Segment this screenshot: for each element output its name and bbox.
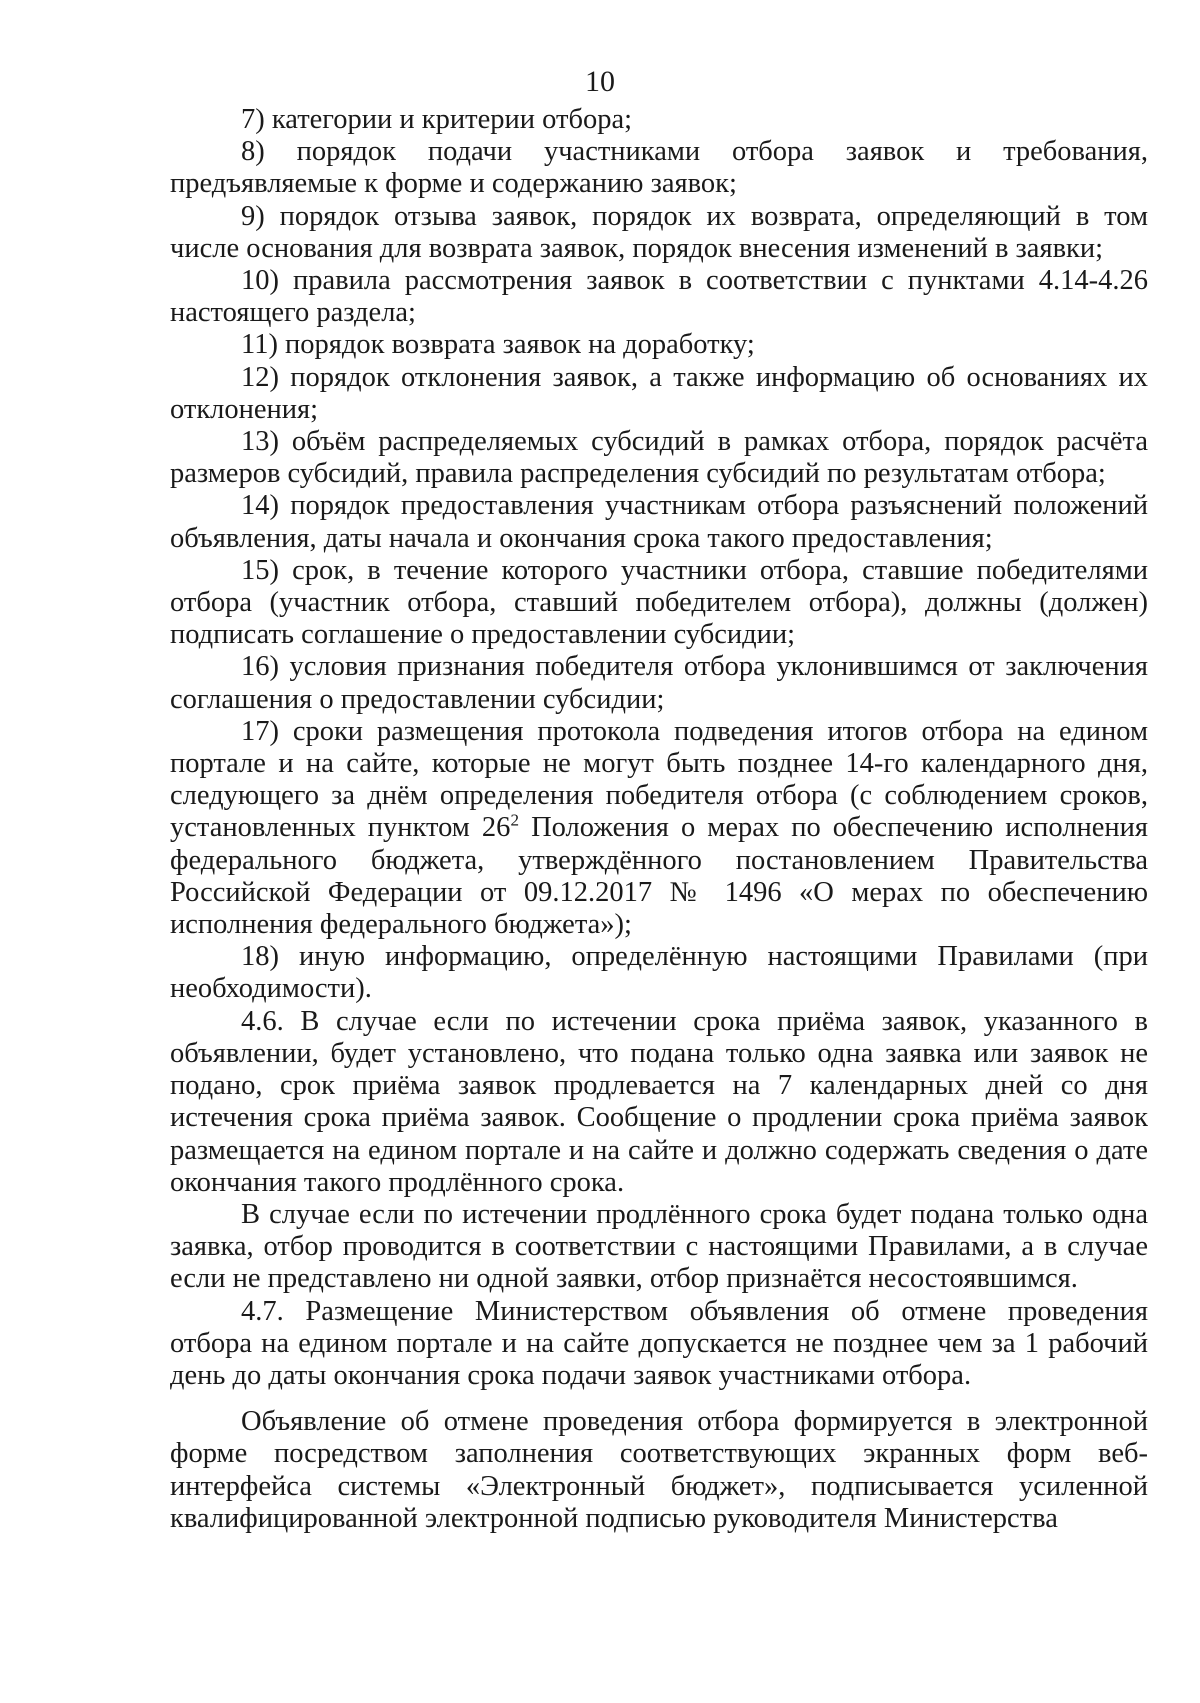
list-item-17 [170, 716, 1148, 941]
list-item-17-text-after: Положения о мерах по обеспечению исполнения федерального бюджета, утверждённого постановлением Правительства Российской Федерации от 09.12.2017 № 1496 «О мерах по обеспечению исполнения федерального бюджета»); [170, 812, 1148, 941]
list-item-9: 9) порядок отзыва заявок, порядок их возврата, определяющий в том числе основания для возврата заявок, порядок внесения изменений в заявки; [170, 200, 1148, 264]
footnote-superscript: 2 [510, 810, 519, 830]
list-item-13: 13) объём распределяемых субсидий в рамках отбора, порядок расчёта размеров субсидий, правила распределения субсидий по результатам отбора; [170, 426, 1148, 490]
list-item-7: 7) категории и критерии отбора; [241, 104, 633, 135]
clause-4-6-extended-term: В случае если по истечении продлённого срока будет подана только одна заявка, отбор проводится в соответствии с настоящими Правилами, а в случае если не представлено ни одной заявки, отбор признаётся несостоявшимся. [170, 1198, 1148, 1295]
list-item-8: 8) порядок подачи участниками отбора заявок и требования, предъявляемые к форме и содержанию заявок; [170, 136, 1148, 200]
list-item-17-text-before: 17) сроки размещения протокола подведения итогов отбора на едином портале и на сайте, которые не могут быть позднее 14-го календарного дня, следующего за днём определения победителя отбора (с соблюдением сроков, установленных пунктом 26 [170, 715, 1148, 844]
list-item-15: 15) срок, в течение которого участники отбора, ставшие победителями отбора (участник отбора, ставший победителем отбора), должны (должен) подписать соглашение о предоставлении субсидии; [170, 554, 1148, 651]
clause-4-6: 4.6. В случае если по истечении срока приёма заявок, указанного в объявлении, будет установлено, что подана только одна заявка или заявок не подано, срок приёма заявок продлевается на 7 календарных дней со дня истечения срока приёма заявок. Сообщение о продлении срока приёма заявок размещается на едином портале и на сайте и должно содержать сведения о дате окончания такого продлённого срока. [170, 1005, 1148, 1198]
document-body [170, 104, 1148, 1535]
list-item-14: 14) порядок предоставления участникам отбора разъяснений положений объявления, даты начала и окончания срока такого предоставления; [170, 490, 1148, 554]
list-item-18: 18) иную информацию, определённую настоящими Правилами (при необходимости). [170, 941, 1148, 1005]
list-item-11: 11) порядок возврата заявок на доработку; [241, 329, 755, 361]
list-item-10: 10) правила рассмотрения заявок в соответствии с пунктами 4.14-4.26 настоящего раздела; [170, 265, 1148, 329]
clause-4-7: 4.7. Размещение Министерством объявления об отмене проведения отбора на едином портале и на сайте допускается не позднее чем за 1 рабочий день до даты окончания срока подачи заявок участниками отбора. [170, 1295, 1148, 1391]
list-item-16: 16) условия признания победителя отбора уклонившимся от заключения соглашения о предоставлении субсидии; [170, 651, 1148, 715]
list-item-12: 12) порядок отклонения заявок, а также информацию об основаниях их отклонения; [170, 361, 1148, 425]
clause-4-7-cancellation-notice: Объявление об отмене проведения отбора формируется в электронной форме посредством заполнения соответствующих экранных форм веб-интерфейса системы «Электронный бюджет», подписывается усиленной квалифицированной электронной подписью руководителя Министерства [170, 1406, 1148, 1534]
page-number: 10 [585, 65, 615, 98]
